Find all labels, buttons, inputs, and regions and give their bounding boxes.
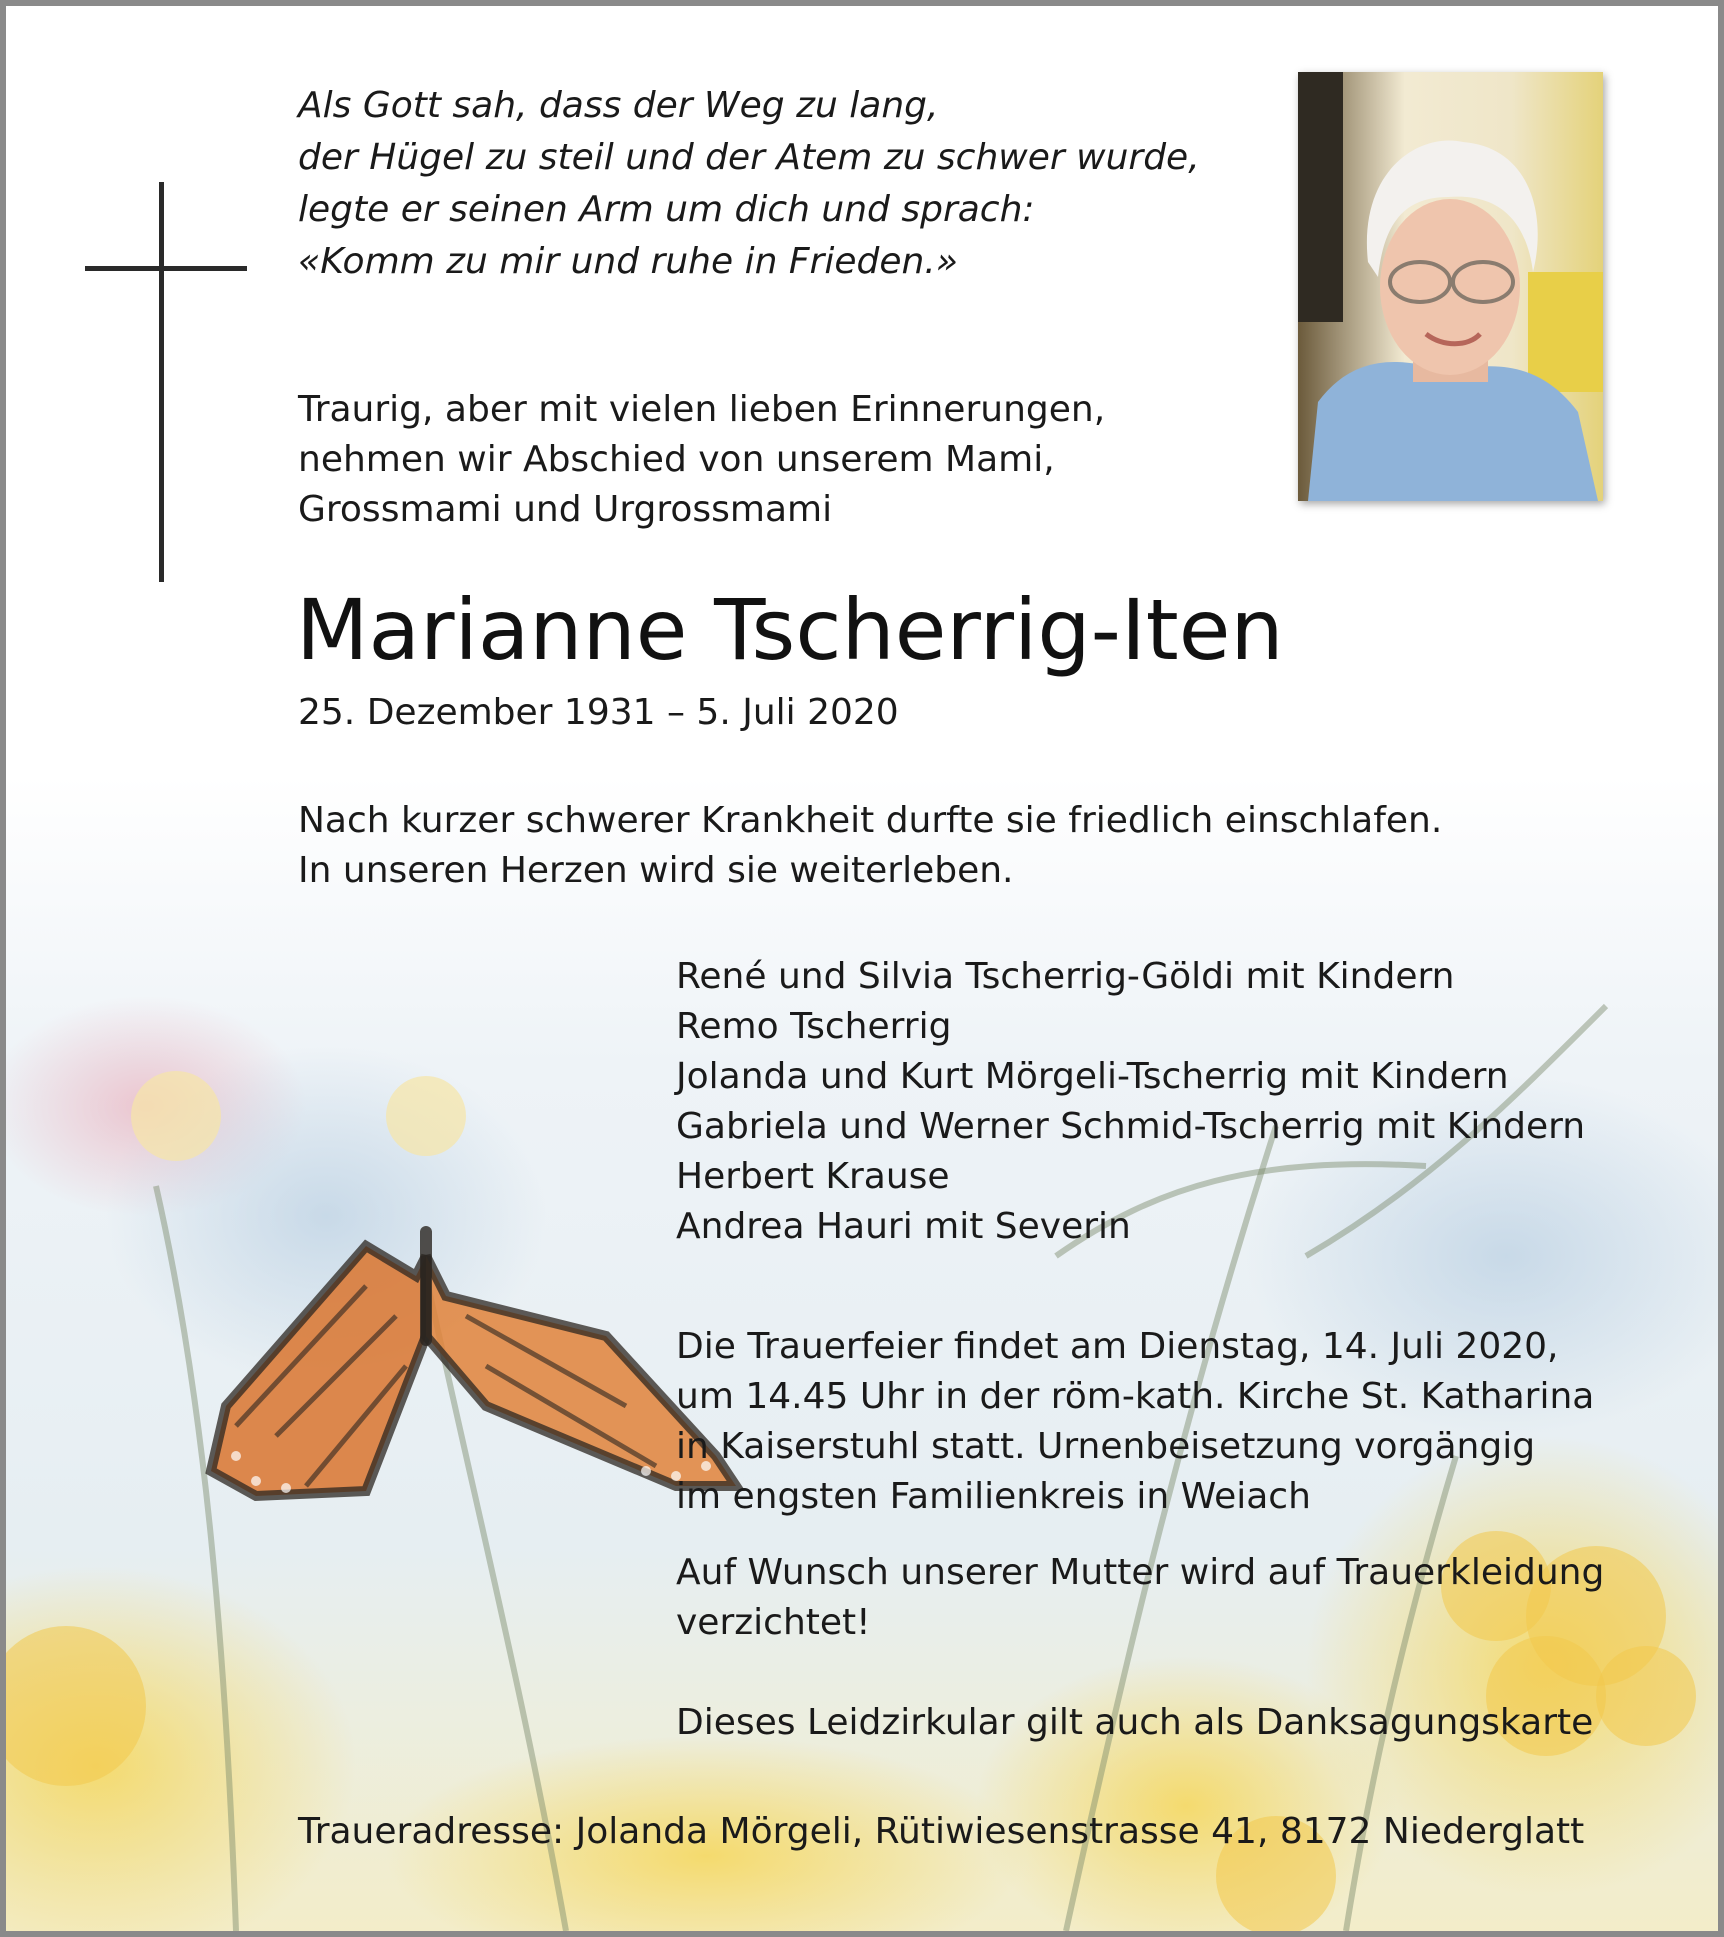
intro-line: nehmen wir Abschied von unserem Mami, — [298, 439, 1055, 480]
poem-line: «Komm zu mir und ruhe in Frieden.» — [298, 241, 958, 282]
poem-line: Als Gott sah, dass der Weg zu lang, — [298, 85, 939, 126]
attire-wish — [676, 1548, 1604, 1648]
thanks-note: Dieses Leidzirkular gilt auch als Danksagungskarte — [676, 1702, 1594, 1743]
intro-line: Traurig, aber mit vielen lieben Erinnerungen, — [298, 389, 1106, 430]
farewell-intro — [298, 385, 1105, 535]
mourner-entry: Remo Tscherrig — [676, 1006, 952, 1047]
message-line: In unseren Herzen wird sie weiterleben. — [298, 850, 1014, 891]
mourners-list — [676, 952, 1585, 1252]
wish-line: verzichtet! — [676, 1602, 871, 1643]
intro-line: Grossmami und Urgrossmami — [298, 489, 833, 530]
ceremony-line: Die Trauerfeier findet am Dienstag, 14. Juli 2020, — [676, 1326, 1559, 1367]
life-dates: 25. Dezember 1931 – 5. Juli 2020 — [298, 692, 899, 733]
passing-message — [298, 796, 1442, 896]
cross-vertical-bar — [159, 182, 164, 582]
mourner-entry: Andrea Hauri mit Severin — [676, 1206, 1131, 1247]
mourning-address: Traueradresse: Jolanda Mörgeli, Rütiwiesenstrasse 41, 8172 Niederglatt — [298, 1811, 1585, 1852]
ceremony-line: um 14.45 Uhr in der röm-kath. Kirche St. Katharina — [676, 1376, 1595, 1417]
poem — [298, 80, 1200, 288]
portrait-photo — [1298, 72, 1603, 501]
poem-line: legte er seinen Arm um dich und sprach: — [298, 189, 1035, 230]
wish-line: Auf Wunsch unserer Mutter wird auf Trauerkleidung — [676, 1552, 1605, 1593]
mourner-entry: Gabriela und Werner Schmid-Tscherrig mit Kindern — [676, 1106, 1586, 1147]
mourner-entry: Jolanda und Kurt Mörgeli-Tscherrig mit Kindern — [676, 1056, 1509, 1097]
deceased-name: Marianne Tscherrig-Iten — [296, 581, 1284, 679]
obituary-card — [6, 6, 1718, 1931]
ceremony-line: im engsten Familienkreis in Weiach — [676, 1476, 1311, 1517]
ceremony-info — [676, 1322, 1594, 1522]
message-line: Nach kurzer schwerer Krankheit durfte sie friedlich einschlafen. — [298, 800, 1443, 841]
mourner-entry: René und Silvia Tscherrig-Göldi mit Kindern — [676, 956, 1455, 997]
cross-horizontal-bar — [85, 266, 247, 271]
poem-line: der Hügel zu steil und der Atem zu schwer wurde, — [298, 137, 1200, 178]
mourner-entry: Herbert Krause — [676, 1156, 950, 1197]
ceremony-line: in Kaiserstuhl statt. Urnenbeisetzung vorgängig — [676, 1426, 1536, 1467]
